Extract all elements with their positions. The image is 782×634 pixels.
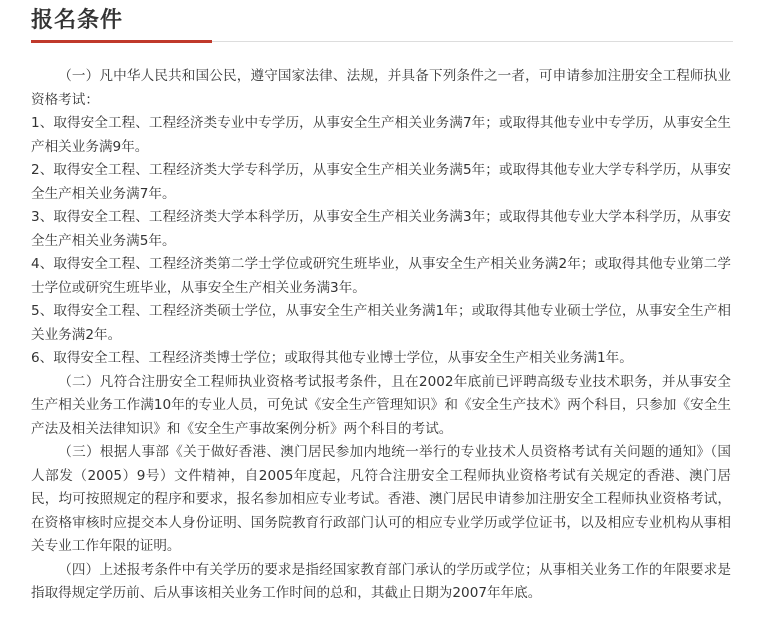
page-title: 报名条件 xyxy=(31,8,124,33)
section-header xyxy=(31,0,733,44)
paragraph: 2、取得安全工程、工程经济类大学专科学历，从事安全生产相关业务满5年；或取得其他专业大学专科学历，从事安全生产相关业务满7年。 xyxy=(31,162,731,202)
paragraph: （一）凡中华人民共和国公民，遵守国家法律、法规，并具备下列条件之一者，可申请参加注册安全工程师执业资格考试： xyxy=(31,68,731,108)
paragraph: 6、取得安全工程、工程经济类博士学位；或取得其他专业博士学位，从事安全生产相关业务满1年。 xyxy=(31,350,633,366)
paragraph: 3、取得安全工程、工程经济类大学本科学历，从事安全生产相关业务满3年；或取得其他专业大学本科学历，从事安全生产相关业务满5年。 xyxy=(31,209,731,249)
paragraph: 1、取得安全工程、工程经济类专业中专学历，从事安全生产相关业务满7年；或取得其他专业中专学历，从事安全生产相关业务满9年。 xyxy=(31,115,731,155)
article-body xyxy=(31,65,731,606)
header-accent-bar xyxy=(31,40,212,43)
paragraph: （四）上述报考条件中有关学历的要求是指经国家教育部门承认的学历或学位；从事相关业务工作的年限要求是指取得规定学历前、后从事该相关业务工作时间的总和，其截止日期为2007年年底。 xyxy=(31,561,731,601)
paragraph: 5、取得安全工程、工程经济类硕士学位，从事安全生产相关业务满1年；或取得其他专业硕士学位，从事安全生产相关业务满2年。 xyxy=(31,303,731,343)
paragraph: （二）凡符合注册安全工程师执业资格考试报考条件，且在2002年底前已评聘高级专业技术职务，并从事安全生产相关业务工作满10年的专业人员，可免试《安全生产管理知识》和《安全生产技术》两个科目，只参加《安全生产法及相关法律知识》和《安全生产事故案例分析》两个科目的考试。 xyxy=(31,373,731,437)
paragraph: 4、取得安全工程、工程经济类第二学士学位或研究生班毕业，从事安全生产相关业务满2年；或取得其他专业第二学士学位或研究生班毕业，从事安全生产相关业务满3年。 xyxy=(31,256,731,296)
paragraph: （三）根据人事部《关于做好香港、澳门居民参加内地统一举行的专业技术人员资格考试有关问题的通知》（国人部发（2005）9号）文件精神，自2005年度起，凡符合注册安全工程师执业资格考试有关规定的香港、澳门居民，均可按照规定的程序和要求，报名参加相应专业考试。香港、澳门居民申请参加注册安全工程师执业资格考试，在资格审核时应提交本人身份证明、国务院教育行政部门认可的相应专业学历或学位证书，以及相应专业机构从事相关专业工作年限的证明。 xyxy=(31,444,731,554)
